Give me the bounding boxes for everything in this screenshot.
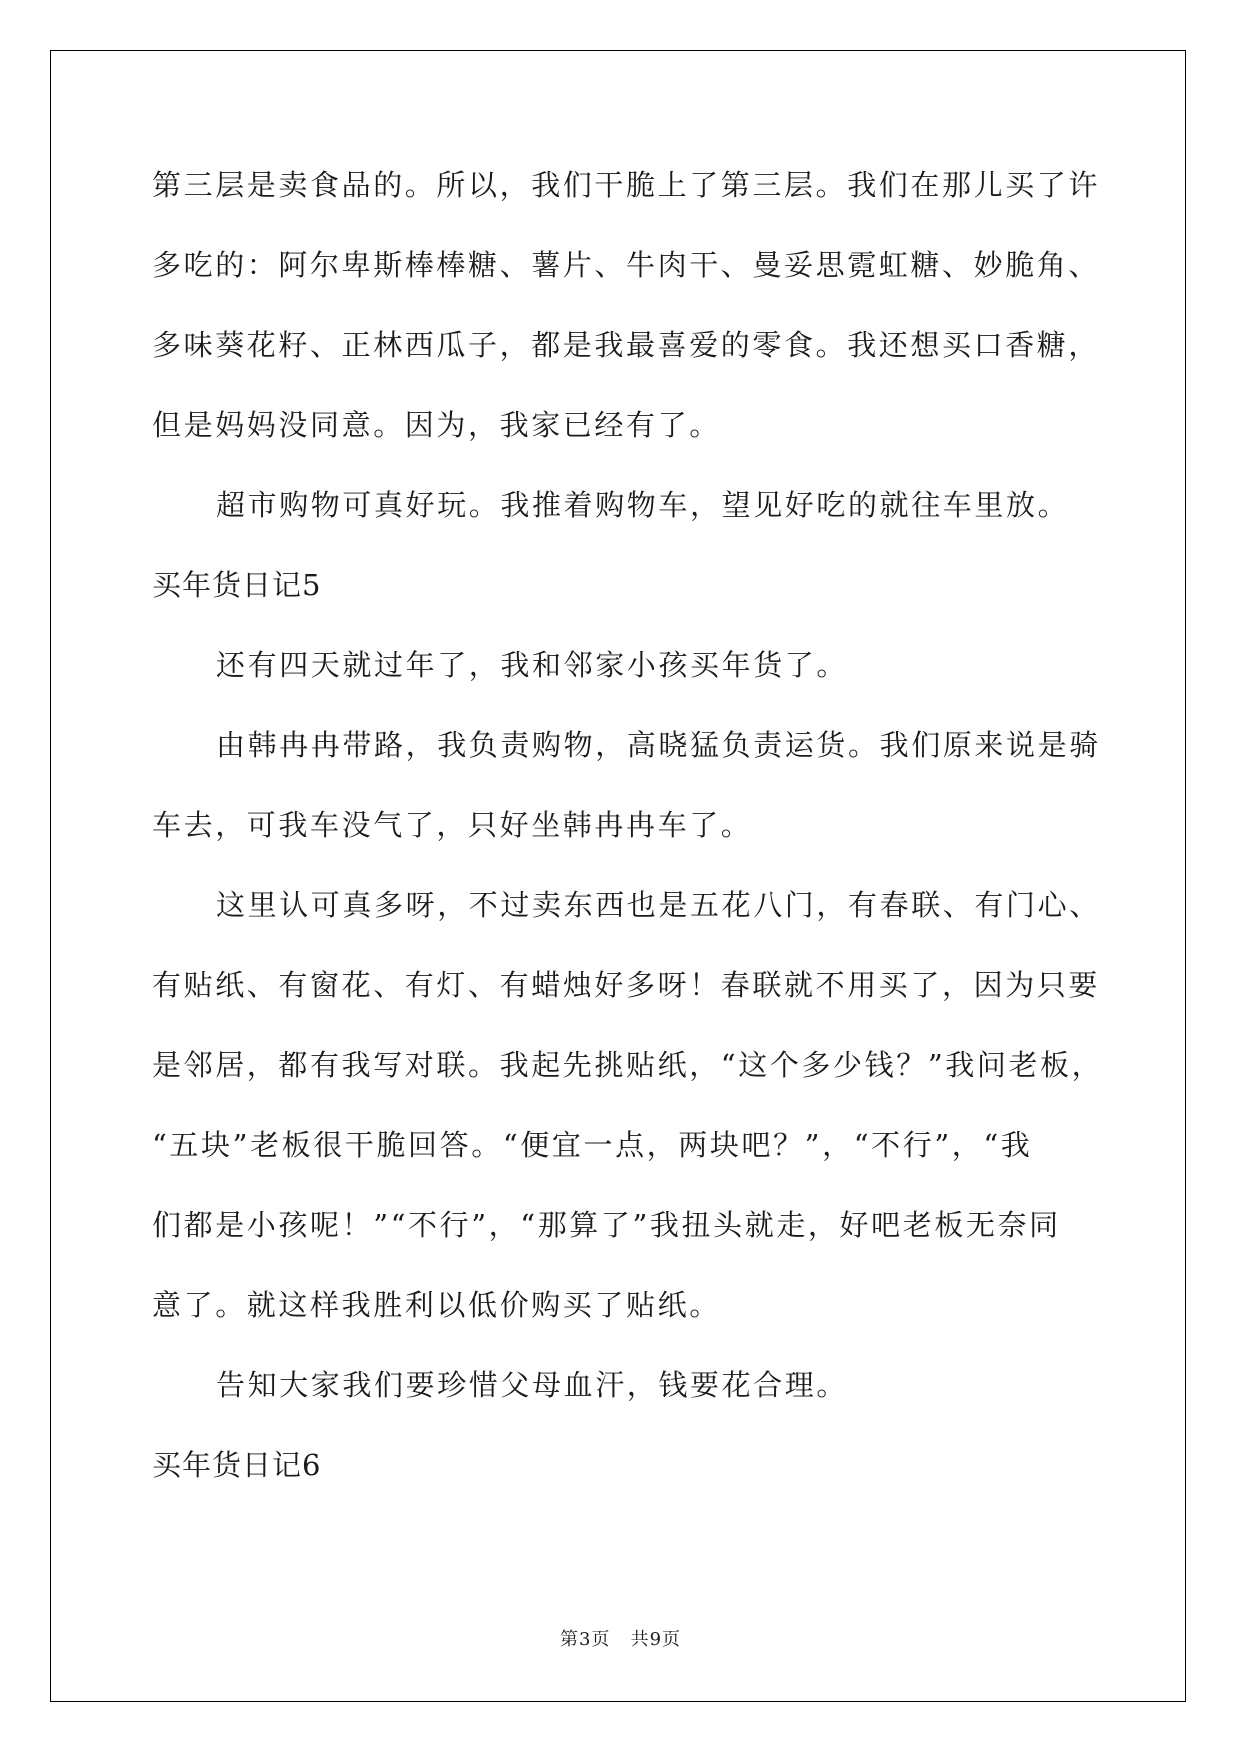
paragraph-line: 多味葵花籽、正林西瓜子，都是我最喜爱的零食。我还想买口香糖，: [152, 328, 1101, 362]
paragraph-line: 意了。就这样我胜利以低价购买了贴纸。: [152, 1288, 721, 1322]
page-footer: [0, 1625, 1241, 1651]
paragraph-line: “五块”老板很干脆回答。“便宜一点，两块吧？”，“不行”，“我: [152, 1128, 1033, 1162]
paragraph-line: 第三层是卖食品的。所以，我们干脆上了第三层。我们在那儿买了许: [152, 168, 1101, 202]
paragraph-line: 们都是小孩呢！”“不行”，“那算了”我扭头就走，好吧老板无奈同: [152, 1208, 1061, 1242]
paragraph-line: 是邻居，都有我写对联。我起先挑贴纸，“这个多少钱？”我问老板，: [152, 1048, 1104, 1082]
paragraph-line: 还有四天就过年了，我和邻家小孩买年货了。: [216, 648, 849, 682]
paragraph-line: 车去，可我车没气了，只好坐韩冉冉车了。: [152, 808, 753, 842]
paragraph-line: 告知大家我们要珍惜父母血汗，钱要花合理。: [216, 1368, 849, 1402]
section-heading: 买年货日记6: [152, 1448, 322, 1482]
page-total: 共9页: [630, 1629, 682, 1650]
page-number: 第3页: [559, 1629, 611, 1650]
document-body: [152, 160, 1112, 1520]
paragraph-line: 但是妈妈没同意。因为，我家已经有了。: [152, 408, 721, 442]
paragraph-line: 由韩冉冉带路，我负责购物，高晓猛负责运货。我们原来说是骑: [216, 728, 1101, 762]
paragraph-line: 多吃的：阿尔卑斯棒棒糖、薯片、牛肉干、曼妥思霓虹糖、妙脆角、: [152, 248, 1101, 282]
section-heading: 买年货日记5: [152, 568, 322, 602]
paragraph-line: 超市购物可真好玩。我推着购物车，望见好吃的就往车里放。: [216, 488, 1070, 522]
paragraph-line: 有贴纸、有窗花、有灯、有蜡烛好多呀！春联就不用买了，因为只要: [152, 968, 1101, 1002]
paragraph-line: 这里认可真多呀，不过卖东西也是五花八门，有春联、有门心、: [216, 888, 1101, 922]
